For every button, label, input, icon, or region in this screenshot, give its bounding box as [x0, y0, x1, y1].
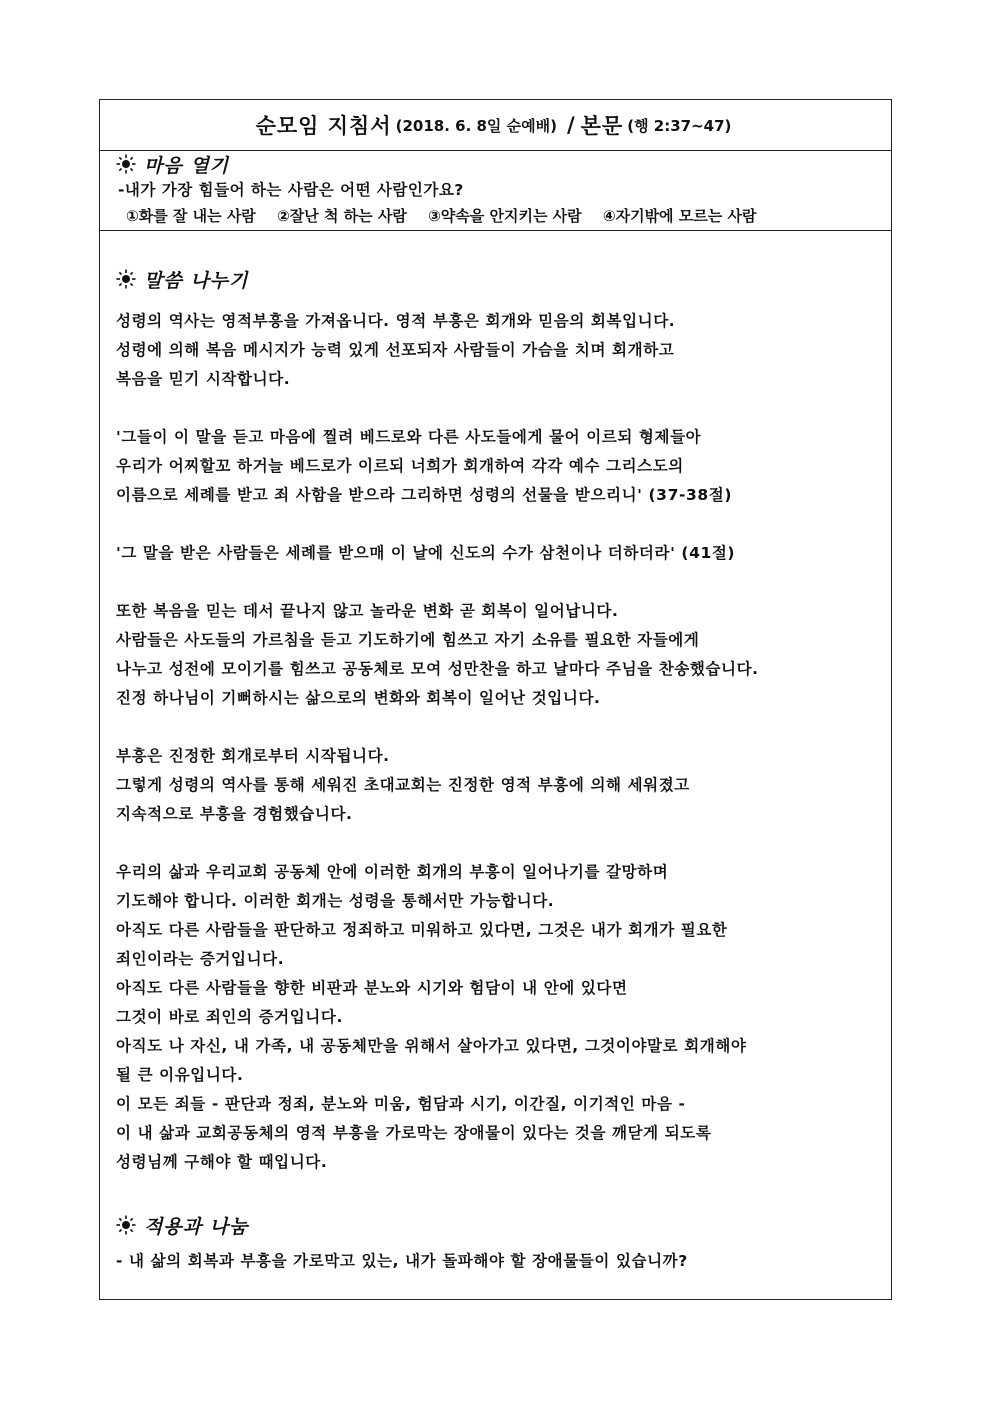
body-line: 아직도 나 자신, 내 가족, 내 공동체만을 위해서 살아가고 있다면, 그것이야말로 회개해야 [116, 1037, 747, 1055]
body-line: 이 모든 죄들 - 판단과 정죄, 분노와 미움, 험담과 시기, 이간질, 이기적인 마음 - [116, 1095, 686, 1113]
body-line: 그것이 바로 죄인의 증거입니다. [116, 1008, 343, 1026]
service-date: (2018. 6. 8일 순예배) [395, 116, 557, 135]
opening-section [100, 151, 891, 231]
body-line: 아직도 다른 사람들을 향한 비판과 분노와 시기와 험담이 내 안에 있다면 [116, 979, 628, 997]
option-item: ②잘난 척 하는 사람 [277, 207, 407, 225]
option-item: ①화를 잘 내는 사람 [126, 207, 256, 225]
body-line: 아직도 다른 사람들을 판단하고 정죄하고 미워하고 있다면, 그것은 내가 회개가 필요한 [116, 921, 728, 939]
body-line: '그 말을 받은 사람들은 세례를 받으매 이 날에 신도의 수가 삼천이나 더하더라' (41절) [116, 544, 736, 562]
body-line: 우리가 어찌할꼬 하거늘 베드로가 이르되 너희가 회개하여 각각 예수 그리스도의 [116, 457, 684, 475]
body-line: 나누고 성전에 모이기를 힘쓰고 공동체로 모여 성만찬을 하고 날마다 주님을 찬송했습니다. [116, 660, 759, 678]
option-item: ④자기밖에 모르는 사람 [602, 207, 757, 225]
body-line: 또한 복음을 믿는 데서 끝나지 않고 놀라운 변화 곧 회복이 일어납니다. [116, 602, 619, 620]
sharing-body [116, 307, 891, 1177]
body-line: 지속적으로 부흥을 경험했습니다. [116, 805, 353, 823]
body-line: 기도해야 합니다. 이러한 회개는 성령을 통해서만 가능합니다. [116, 892, 555, 910]
body-line: '그들이 이 말을 듣고 마음에 찔려 베드로와 다른 사도들에게 물어 이르되 형제들아 [116, 428, 702, 446]
paragraph-gap [116, 829, 891, 858]
sharing-header [116, 265, 891, 293]
body-line: 성령님께 구해야 할 때입니다. [116, 1153, 328, 1171]
body-line: 복음을 믿기 시작합니다. [116, 370, 291, 388]
body-line: 이름으로 세례를 받고 죄 사함을 받으라 그리하면 성령의 선물을 받으리니' (37-38절) [116, 486, 733, 504]
opening-header [116, 151, 891, 177]
paragraph-gap [116, 510, 891, 539]
sun-icon [116, 1215, 136, 1235]
apply-question: - 내 삶의 회복과 부흥을 가로막고 있는, 내가 돌파해야 할 장애물들이 있습니까? [116, 1252, 688, 1270]
paragraph-gap [116, 394, 891, 423]
opening-options [126, 203, 891, 229]
page-title: 순모임 지침서 [255, 114, 392, 138]
opening-question: -내가 가장 힘들어 하는 사람은 어떤 사람인가요? [118, 181, 464, 199]
title-row [100, 100, 891, 151]
body-line: 부흥은 진정한 회개로부터 시작됩니다. [116, 747, 390, 765]
body-line: 성령의 역사는 영적부흥을 가져옵니다. 영적 부흥은 회개와 믿음의 회복입니다. [116, 312, 676, 330]
option-item: ③약속을 안지키는 사람 [428, 207, 582, 225]
text-label: 본문 [580, 114, 624, 138]
body-line: 될 큰 이유입니다. [116, 1066, 244, 1084]
paragraph-gap [116, 568, 891, 597]
body-line: 진정 하나님이 기뻐하시는 삶으로의 변화와 회복이 일어난 것입니다. [116, 689, 601, 707]
sun-icon [116, 154, 136, 174]
opening-label: 마음 열기 [144, 154, 230, 177]
paragraph-gap [116, 713, 891, 742]
body-line: 우리의 삶과 우리교회 공동체 안에 이러한 회개의 부흥이 일어나기를 갈망하며 [116, 863, 669, 881]
sun-icon [116, 269, 136, 289]
apply-header [116, 1211, 891, 1239]
body-line: 사람들은 사도들의 가르침을 듣고 기도하기에 힘쓰고 자기 소유를 필요한 자들에게 [116, 631, 700, 649]
sharing-label: 말씀 나누기 [144, 269, 249, 292]
apply-label: 적용과 나눔 [144, 1215, 249, 1238]
body-line: 죄인이라는 증거입니다. [116, 950, 285, 968]
document-frame [99, 99, 892, 1300]
sharing-section [100, 265, 891, 1276]
body-line: 성령에 의해 복음 메시지가 능력 있게 선포되자 사람들이 가슴을 치며 회개하고 [116, 341, 675, 359]
body-line: 이 내 삶과 교회공동체의 영적 부흥을 가로막는 장애물이 있다는 것을 깨닫게 되도록 [116, 1124, 712, 1142]
title-separator: / [566, 113, 575, 137]
body-line: 그렇게 성령의 역사를 통해 세워진 초대교회는 진정한 영적 부흥에 의해 세워졌고 [116, 776, 690, 794]
scripture-reference: (행 2:37~47) [627, 116, 732, 135]
